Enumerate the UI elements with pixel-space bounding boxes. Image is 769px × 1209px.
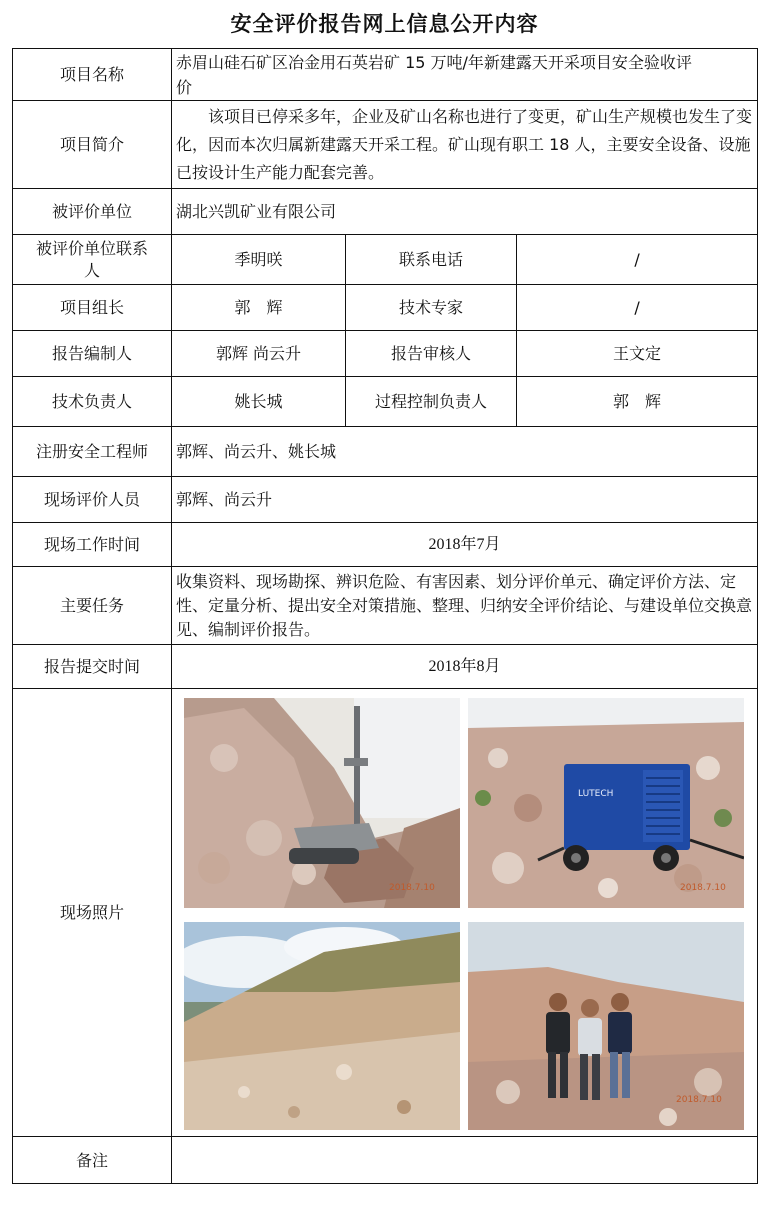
photo-grid	[172, 690, 757, 1136]
info-table	[12, 48, 758, 1184]
label-project-intro: 项目简介	[13, 101, 172, 189]
value-remarks	[172, 1137, 758, 1184]
label-evaluated-unit: 被评价单位	[13, 189, 172, 235]
value-compiler: 郭辉 尚云升	[172, 331, 346, 377]
drill-photo-stamp: 2018.7.10	[389, 882, 435, 893]
row-remarks	[13, 1137, 758, 1184]
row-contact	[13, 235, 758, 285]
label-process: 过程控制负责人	[346, 377, 517, 427]
row-tech-lead	[13, 377, 758, 427]
label-field-time: 现场工作时间	[13, 523, 172, 567]
page-title: 安全评价报告网上信息公开内容	[230, 12, 539, 36]
value-project-intro: 该项目已停采多年，企业及矿山名称也进行了变更，矿山生产规模也发生了变化，因而本次归属新建露天开采工程。矿山现有职工 18 人，主要安全设备、设施已按设计生产能力配套完善。	[172, 101, 758, 189]
value-contact: 季明咲	[172, 235, 346, 285]
label-phone: 联系电话	[346, 235, 517, 285]
row-tasks	[13, 567, 758, 645]
row-field-staff	[13, 477, 758, 523]
value-evaluated-unit: 湖北兴凯矿业有限公司	[172, 189, 758, 235]
value-submit-time: 2018年8月	[172, 645, 758, 689]
label-tech-lead: 技术负责人	[13, 377, 172, 427]
drill-rig-photo	[184, 698, 460, 908]
row-evaluated-unit	[13, 189, 758, 235]
label-submit-time: 报告提交时间	[13, 645, 172, 689]
label-engineers: 注册安全工程师	[13, 427, 172, 477]
row-project-name	[13, 49, 758, 101]
row-leader	[13, 285, 758, 331]
value-phone: /	[517, 235, 758, 285]
value-tech-lead: 姚长城	[172, 377, 346, 427]
row-compiler	[13, 331, 758, 377]
label-project-name: 项目名称	[13, 49, 172, 101]
value-process: 郭 辉	[517, 377, 758, 427]
label-contact: 被评价单位联系人	[13, 235, 172, 285]
team-photo-stamp: 2018.7.10	[676, 1094, 722, 1105]
value-project-name: 赤眉山硅石矿区冶金用石英岩矿 15 万吨/年新建露天开采项目安全验收评价	[172, 49, 758, 101]
label-field-staff: 现场评价人员	[13, 477, 172, 523]
row-submit-time	[13, 645, 758, 689]
hillside-photo	[184, 922, 460, 1130]
label-photos: 现场照片	[13, 689, 172, 1137]
value-tasks: 收集资料、现场勘探、辨识危险、有害因素、划分评价单元、确定评价方法、定性、定量分析、提出安全对策措施、整理、归纳安全评价结论、与建设单位交换意见、编制评价报告。	[172, 567, 758, 645]
value-reviewer: 王文定	[517, 331, 758, 377]
team-photo	[468, 922, 744, 1130]
label-remarks: 备注	[13, 1137, 172, 1184]
label-leader: 项目组长	[13, 285, 172, 331]
compressor-brand-text: LUTECH	[578, 788, 614, 799]
air-compressor-photo	[468, 698, 744, 908]
row-field-time	[13, 523, 758, 567]
value-field-staff: 郭辉、尚云升	[172, 477, 758, 523]
value-leader: 郭 辉	[172, 285, 346, 331]
label-expert: 技术专家	[346, 285, 517, 331]
value-field-time: 2018年7月	[172, 523, 758, 567]
label-compiler: 报告编制人	[13, 331, 172, 377]
label-reviewer: 报告审核人	[346, 331, 517, 377]
value-expert: /	[517, 285, 758, 331]
compressor-photo-stamp: 2018.7.10	[680, 882, 726, 893]
row-project-intro	[13, 101, 758, 189]
row-photos	[13, 689, 758, 1137]
photos-cell	[172, 689, 758, 1137]
label-tasks: 主要任务	[13, 567, 172, 645]
row-engineers	[13, 427, 758, 477]
value-engineers: 郭辉、尚云升、姚长城	[172, 427, 758, 477]
